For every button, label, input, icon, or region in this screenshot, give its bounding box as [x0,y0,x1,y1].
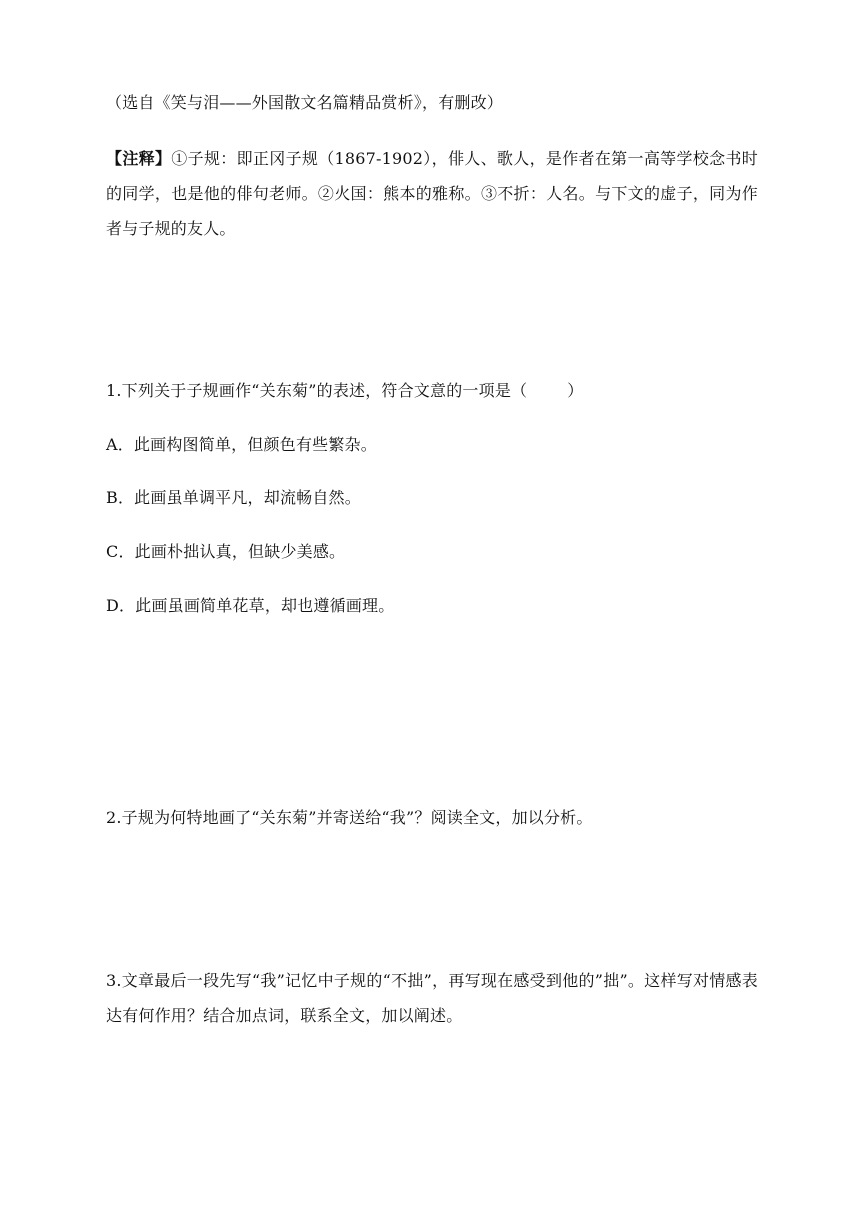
question-1-stem-close: ） [567,381,584,400]
notes-label: 【注释】 [106,149,172,168]
source-line: （选自《笑与泪——外国散文名篇精品赏析》，有删改） [106,93,504,112]
question-1-option-b: B．此画虽单调平凡，却流畅自然。 [106,488,361,507]
notes-text: ①子规：即正冈子规（1867-1902），俳人、歌人，是作者在第一高等学校念书时的同学，也是他的俳句老师。②火国：熊本的雅称。③不折：人名。与下文的虚子，同为作者与子规的友人。 [106,149,758,238]
question-3-stem: 3.文章最后一段先写“我”记忆中子规的“不拙”，再写现在感受到他的”拙”。这样写对情感表达有何作用？结合加点词，联系全文，加以阐述。 [106,971,758,1025]
question-1-option-c: C．此画朴拙认真，但缺少美感。 [106,542,346,561]
question-1-stem-text: 1.下列关于子规画作“关东菊”的表述，符合文意的一项是（ [106,381,528,400]
question-2-stem: 2.子规为何特地画了“关东菊”并寄送给“我”？阅读全文，加以分析。 [106,808,593,827]
question-1-option-d: D．此画虽画简单花草，却也遵循画理。 [106,596,395,615]
question-1-stem [106,381,766,401]
question-1-option-a: A．此画构图简单，但颜色有些繁杂。 [106,435,377,454]
notes-paragraph [106,141,758,246]
